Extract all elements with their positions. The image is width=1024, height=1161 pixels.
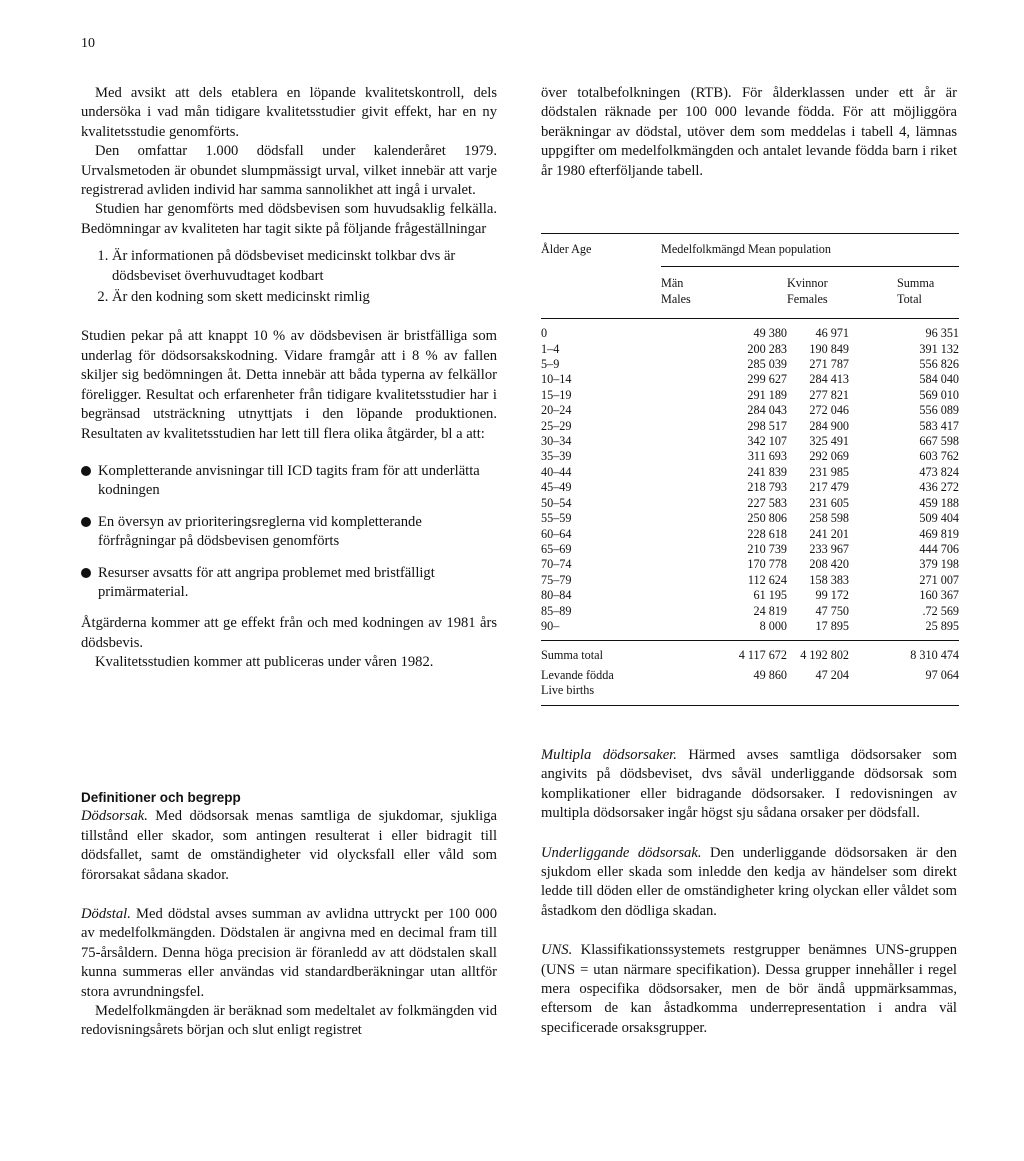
results-paragraph: Studien pekar på att knappt 10 % av dödsbevisen är bristfälliga som underlag för dödsorsakskodning. Vidare framgår att i 8 % av fallen skiljer sig bedömningen åt. Detta innebär att båda typerna av felkällor föreligger. Resultat och erfarenheter från tidigare kvalitetsstudier har i begränsad utsträckning utnyttjats i den löpande produktionen. Resultaten av kvalitetsstudien har lett till flera olika åtgärder, bl a att: [81, 328, 497, 442]
age-cell: 55–59 [541, 511, 572, 526]
total-cell: 436 272 [919, 480, 959, 495]
age-cell: 80–84 [541, 588, 572, 603]
males-cell: 299 627 [747, 372, 787, 387]
births-label-en: Live births [541, 683, 595, 698]
measure-item [81, 462, 497, 501]
age-cell: 25–29 [541, 418, 572, 433]
age-cell: 70–74 [541, 557, 572, 572]
table-row [541, 511, 959, 526]
table-row [541, 449, 959, 464]
births-label [541, 664, 661, 705]
females-cell: 284 900 [809, 418, 849, 433]
age-cell: 35–39 [541, 449, 572, 464]
question-item: 1. Är informationen på dödsbeviset medicinskt tolkbar dvs är dödsbeviset överhuvudtaget kodbart [112, 247, 497, 286]
females-cell: 208 420 [809, 557, 849, 572]
age-cell: 85–89 [541, 603, 572, 618]
measure-text: En översyn av prioriteringsreglerna vid kompletterande förfrågningar på dödsbevisen genomförts [98, 513, 422, 550]
scope-paragraph: Den omfattar 1.000 dödsfall under kalenderåret 1979. Urvalsmetoden är obundet slumpmässigt urval, vilket innebär att varje registrerad avliden individ har samma sannolikhet att ingå i urvalet. [81, 143, 497, 199]
continuation-paragraph: över totalbefolkningen (RTB). För ålderklassen under ett år är dödstalen räknade per 100 000 levande födda. För att möjliggöra beräkningar av dödstal, utöver dem som meddelas i tabell 4, lämnas uppgifter om medelfolkmängden och antalet levande födda barn i riket år 1980 efterföljande tabell. [541, 85, 957, 179]
term-definition: Klassifikationssystemets restgrupper benämnes UNS-gruppen (UNS = utan närmare specifikation). Dessa grupper innehåller i regel mera ospecifika dödsorsaker, men de bör ändå uppmärksammas, eftersom de kan åstadkomma underrepresentation i andra väl specificerade orsaksgrupper. [541, 942, 957, 1036]
age-cell: 40–44 [541, 464, 572, 479]
table-row [541, 320, 959, 341]
births-row [541, 664, 959, 705]
table-row [541, 527, 959, 542]
females-cell: 46 971 [815, 326, 849, 341]
males-cell: 200 283 [747, 341, 787, 356]
table-row [541, 573, 959, 588]
males-cell: 112 624 [747, 572, 787, 587]
intro-paragraph: Med avsikt att dels etablera en löpande kvalitetskontroll, dels undersöka i vad mån tidigare kvalitetsstudier givit effekt, har en ny kvalitetsstudie genomförts. [81, 85, 497, 140]
page-number: 10 [81, 36, 95, 51]
right-column [541, 84, 957, 181]
column-header-males [661, 267, 787, 318]
table-row [541, 480, 959, 495]
total-cell: 667 598 [919, 434, 959, 449]
age-cell: 65–69 [541, 541, 572, 556]
term-label: Dödstal. [81, 906, 131, 923]
measure-text: Resurser avsatts för att angripa problemet med bristfälligt primärmaterial. [98, 564, 435, 600]
definition-dodsorsak [81, 807, 497, 885]
total-cell: .72 569 [922, 603, 959, 618]
females-cell: 158 383 [809, 572, 849, 587]
table-body [541, 320, 959, 642]
births-females: 47 204 [815, 667, 849, 682]
total-cell: 584 040 [919, 372, 959, 387]
females-cell: 17 895 [815, 618, 849, 633]
sum-males: 4 117 672 [738, 648, 787, 663]
age-cell: 1–4 [541, 341, 560, 356]
females-sv: Kvinnor [787, 276, 828, 291]
age-cell: 90– [541, 618, 560, 633]
age-cell: 75–79 [541, 572, 572, 587]
females-cell: 258 598 [809, 511, 849, 526]
males-cell: 49 380 [753, 326, 787, 341]
table-row [541, 588, 959, 603]
total-cell: 96 351 [925, 326, 959, 341]
term-definition: Den underliggande dödsorsaken är den sjukdom eller skada som inledde den kedja av händelser som direkt ledde till döden eller de omständigheter kring olyckan eller våldet som åstadkom den dödliga skadan. [541, 844, 957, 919]
sum-total: 8 310 474 [910, 648, 959, 663]
males-cell: 250 806 [747, 511, 787, 526]
definitions-section [81, 788, 497, 1041]
males-cell: 291 189 [747, 387, 787, 402]
males-cell: 227 583 [747, 495, 787, 510]
definition-uns [541, 941, 957, 1038]
medelfolkmangd-paragraph: Medelfolkmängden är beräknad som medeltalet av folkmängden vid redovisningsårets början och slut enligt registret [81, 1003, 497, 1039]
sum-label: Summa total [541, 648, 603, 663]
column-header-total [849, 267, 959, 318]
table-row [541, 403, 959, 418]
males-cell: 311 693 [747, 449, 787, 464]
females-cell: 233 967 [809, 541, 849, 556]
measures-list [81, 462, 497, 602]
left-column [81, 84, 497, 673]
males-en: Males [661, 291, 691, 306]
births-males: 49 860 [753, 667, 787, 682]
females-cell: 325 491 [809, 434, 849, 449]
births-total: 97 064 [925, 667, 959, 682]
females-cell: 272 046 [809, 403, 849, 418]
bullet-icon [81, 568, 91, 578]
table-row [541, 342, 959, 357]
effect-paragraph: Åtgärderna kommer att ge effekt från och med kodningen av 1981 års dödsbevis. [81, 615, 497, 651]
column-header-age: Ålder Age [541, 242, 592, 256]
total-cell: 569 010 [919, 387, 959, 402]
age-cell: 50–54 [541, 495, 572, 510]
total-cell: 160 367 [919, 588, 959, 603]
total-cell: 473 824 [919, 464, 959, 479]
males-sv: Män [661, 276, 684, 291]
males-cell: 241 839 [747, 464, 787, 479]
age-cell: 10–14 [541, 372, 572, 387]
females-en: Females [787, 291, 828, 306]
females-cell: 271 787 [809, 357, 849, 372]
females-cell: 241 201 [809, 526, 849, 541]
table-row [541, 557, 959, 572]
males-cell: 218 793 [747, 480, 787, 495]
total-en: Total [897, 291, 922, 306]
table-row [541, 419, 959, 434]
females-cell: 284 413 [809, 372, 849, 387]
definition-dodstal [81, 905, 497, 1002]
term-definition: Med dödstal avses summan av avlidna uttryckt per 100 000 av medelfolkmängden. Dödstalen är angivna med en decimal fram till 75-årsåldern. Denna höga precision är föranledd av att dödstalen skall kunna summeras eller användas vid standardberäkningar utan alltför stora avrundningsfel. [81, 906, 497, 1000]
table-row [541, 372, 959, 387]
table-row [541, 604, 959, 619]
total-cell: 603 762 [919, 449, 959, 464]
publication-paragraph: Kvalitetsstudien kommer att publiceras under våren 1982. [95, 654, 434, 671]
males-cell: 342 107 [747, 434, 787, 449]
females-cell: 47 750 [815, 603, 849, 618]
table-row [541, 434, 959, 449]
age-cell: 20–24 [541, 403, 572, 418]
age-cell: 45–49 [541, 480, 572, 495]
table-row [541, 542, 959, 557]
table-row [541, 388, 959, 403]
females-cell: 292 069 [809, 449, 849, 464]
births-label-sv: Levande födda [541, 667, 614, 682]
table-row [541, 357, 959, 372]
males-cell: 24 819 [753, 603, 787, 618]
males-cell: 61 195 [753, 588, 787, 603]
term-label: Underliggande dödsorsak. [541, 844, 702, 861]
sum-row [541, 642, 959, 663]
table-row [541, 496, 959, 511]
males-cell: 285 039 [747, 357, 787, 372]
females-cell: 99 172 [815, 588, 849, 603]
males-cell: 284 043 [747, 403, 787, 418]
males-cell: 228 618 [747, 526, 787, 541]
total-cell: 25 895 [925, 618, 959, 633]
total-sv: Summa [897, 276, 935, 291]
males-cell: 298 517 [747, 418, 787, 433]
males-cell: 8 000 [759, 618, 787, 633]
definition-underliggande [541, 844, 957, 922]
total-cell: 391 132 [919, 341, 959, 356]
age-cell: 5–9 [541, 357, 560, 372]
column-header-females [787, 267, 849, 318]
total-cell: 444 706 [919, 541, 959, 556]
definition-multipla [541, 746, 957, 824]
males-cell: 210 739 [747, 541, 787, 556]
males-cell: 170 778 [747, 557, 787, 572]
total-cell: 556 089 [919, 403, 959, 418]
measure-item [81, 513, 497, 552]
total-cell: 556 826 [919, 357, 959, 372]
column-header-mean-population: Medelfolkmängd Mean population [661, 242, 831, 256]
females-cell: 231 985 [809, 464, 849, 479]
question-list [81, 247, 497, 307]
total-cell: 271 007 [919, 572, 959, 587]
total-cell: 583 417 [919, 418, 959, 433]
definitions-heading: Definitioner och begrepp [81, 790, 241, 805]
question-item: 2. Är den kodning som skett medicinskt rimlig [112, 288, 497, 307]
total-cell: 469 819 [919, 526, 959, 541]
females-cell: 277 821 [809, 387, 849, 402]
term-definition: Med dödsorsak menas samtliga de sjukdomar, sjukliga tillstånd eller skador, som antingen resulterat i eller bidragit till dödsfallet, samt de omständigheter vid olycksfall eller våld som förorsakat sådana skador. [81, 808, 497, 883]
population-table [541, 233, 959, 707]
total-cell: 379 198 [919, 557, 959, 572]
females-cell: 231 605 [809, 495, 849, 510]
term-definition: Härmed avses samtliga dödsorsaker som angivits på dödsbeviset, dvs såväl underliggande dödsorsak som komplikationer eller bidragande dödsorsaker. I redovisningen av multipla dödsorsaker ingår högst sju sådana orsaker per dödsfall. [541, 747, 957, 822]
females-cell: 217 479 [809, 480, 849, 495]
term-label: UNS. [541, 942, 573, 959]
study-paragraph: Studien har genomförts med dödsbevisen som huvudsaklig felkälla. Bedömningar av kvaliteten har tagit sikte på följande frågeställningar [81, 201, 497, 237]
sum-females: 4 192 802 [800, 648, 849, 663]
age-cell: 30–34 [541, 434, 572, 449]
measure-text: Kompletterande anvisningar till ICD tagits fram för att underlätta kodningen [98, 462, 480, 499]
term-label: Multipla dödsorsaker. [541, 747, 677, 763]
right-definitions [541, 746, 957, 1038]
bullet-icon [81, 517, 91, 527]
bullet-icon [81, 466, 91, 476]
age-cell: 60–64 [541, 526, 572, 541]
total-cell: 459 188 [919, 495, 959, 510]
table-row [541, 465, 959, 480]
age-cell: 0 [541, 326, 548, 341]
total-cell: 509 404 [919, 511, 959, 526]
age-cell: 15–19 [541, 387, 572, 402]
measure-item [81, 564, 497, 603]
term-label: Dödsorsak. [81, 808, 148, 825]
females-cell: 190 849 [809, 341, 849, 356]
table-row [541, 619, 959, 641]
